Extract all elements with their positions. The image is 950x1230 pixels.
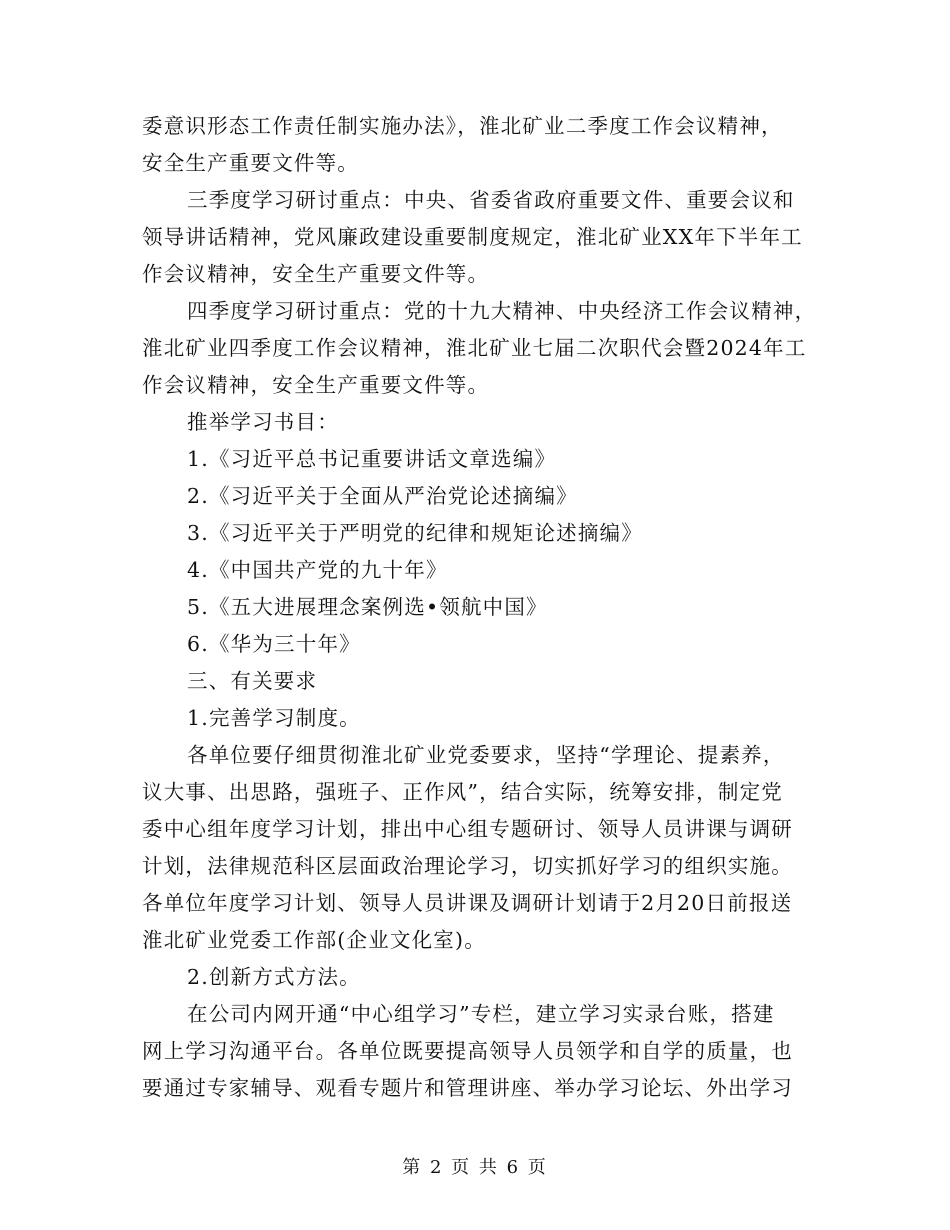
text-line: 5.《五大进展理念案例选•领航中国》 — [187, 595, 548, 619]
text-line: 三季度学习研讨重点：中央、省委省政府重要文件、重要会议和 — [187, 188, 795, 212]
text-line: 淮北矿业党委工作部(企业文化室)。 — [142, 928, 486, 952]
text-line: 淮北矿业四季度工作会议精神，淮北矿业七届二次职代会暨2024年工 — [142, 336, 807, 360]
text-line: 领导讲话精神，党风廉政建设重要制度规定，淮北矿业XX年下半年工 — [142, 225, 803, 249]
text-line: 委中心组年度学习计划，排出中心组专题研讨、领导人员讲课与调研 — [142, 817, 793, 841]
text-line: 各单位年度学习计划、领导人员讲课及调研计划请于2月20日前报送 — [142, 891, 793, 915]
text-line: 推举学习书目： — [187, 410, 339, 434]
text-line: 2.创新方式方法。 — [187, 965, 361, 989]
text-line: 作会议精神，安全生产重要文件等。 — [142, 373, 490, 397]
text-line: 四季度学习研讨重点：党的十九大精神、中央经济工作会议精神， — [187, 299, 817, 323]
text-line: 要通过专家辅导、观看专题片和管理讲座、举办学习论坛、外出学习 — [142, 1076, 793, 1100]
text-line: 6.《华为三十年》 — [187, 632, 361, 656]
text-line: 委意识形态工作责任制实施办法》，淮北矿业二季度工作会议精神， — [142, 114, 783, 138]
text-line: 计划，法律规范科区层面政治理论学习，切实抓好学习的组织实施。 — [142, 854, 793, 878]
text-line: 4.《中国共产党的九十年》 — [187, 558, 448, 582]
text-line: 2.《习近平关于全面从严治党论述摘编》 — [187, 484, 578, 508]
text-line: 三、有关要求 — [187, 669, 318, 693]
text-line: 网上学习沟通平台。各单位既要提高领导人员领学和自学的质量，也 — [142, 1039, 793, 1063]
page-footer: 第 2 页 共 6 页 — [402, 1157, 548, 1178]
text-line: 1.《习近平总书记重要讲话文章选编》 — [187, 447, 557, 471]
text-line: 各单位要仔细贯彻淮北矿业党委要求，坚持“学理论、提素养， — [187, 743, 785, 767]
text-line: 议大事、出思路，强班子、正作风”，结合实际，统筹安排，制定党 — [142, 780, 783, 804]
text-line: 在公司内网开通“中心组学习”专栏，建立学习实录台账，搭建 — [187, 1002, 775, 1026]
text-line: 作会议精神，安全生产重要文件等。 — [142, 262, 490, 286]
document-body — [142, 108, 817, 1107]
text-line: 1.完善学习制度。 — [187, 706, 361, 730]
text-line: 安全生产重要文件等。 — [142, 151, 359, 175]
text-line: 3.《习近平关于严明党的纪律和规矩论述摘编》 — [187, 521, 643, 545]
